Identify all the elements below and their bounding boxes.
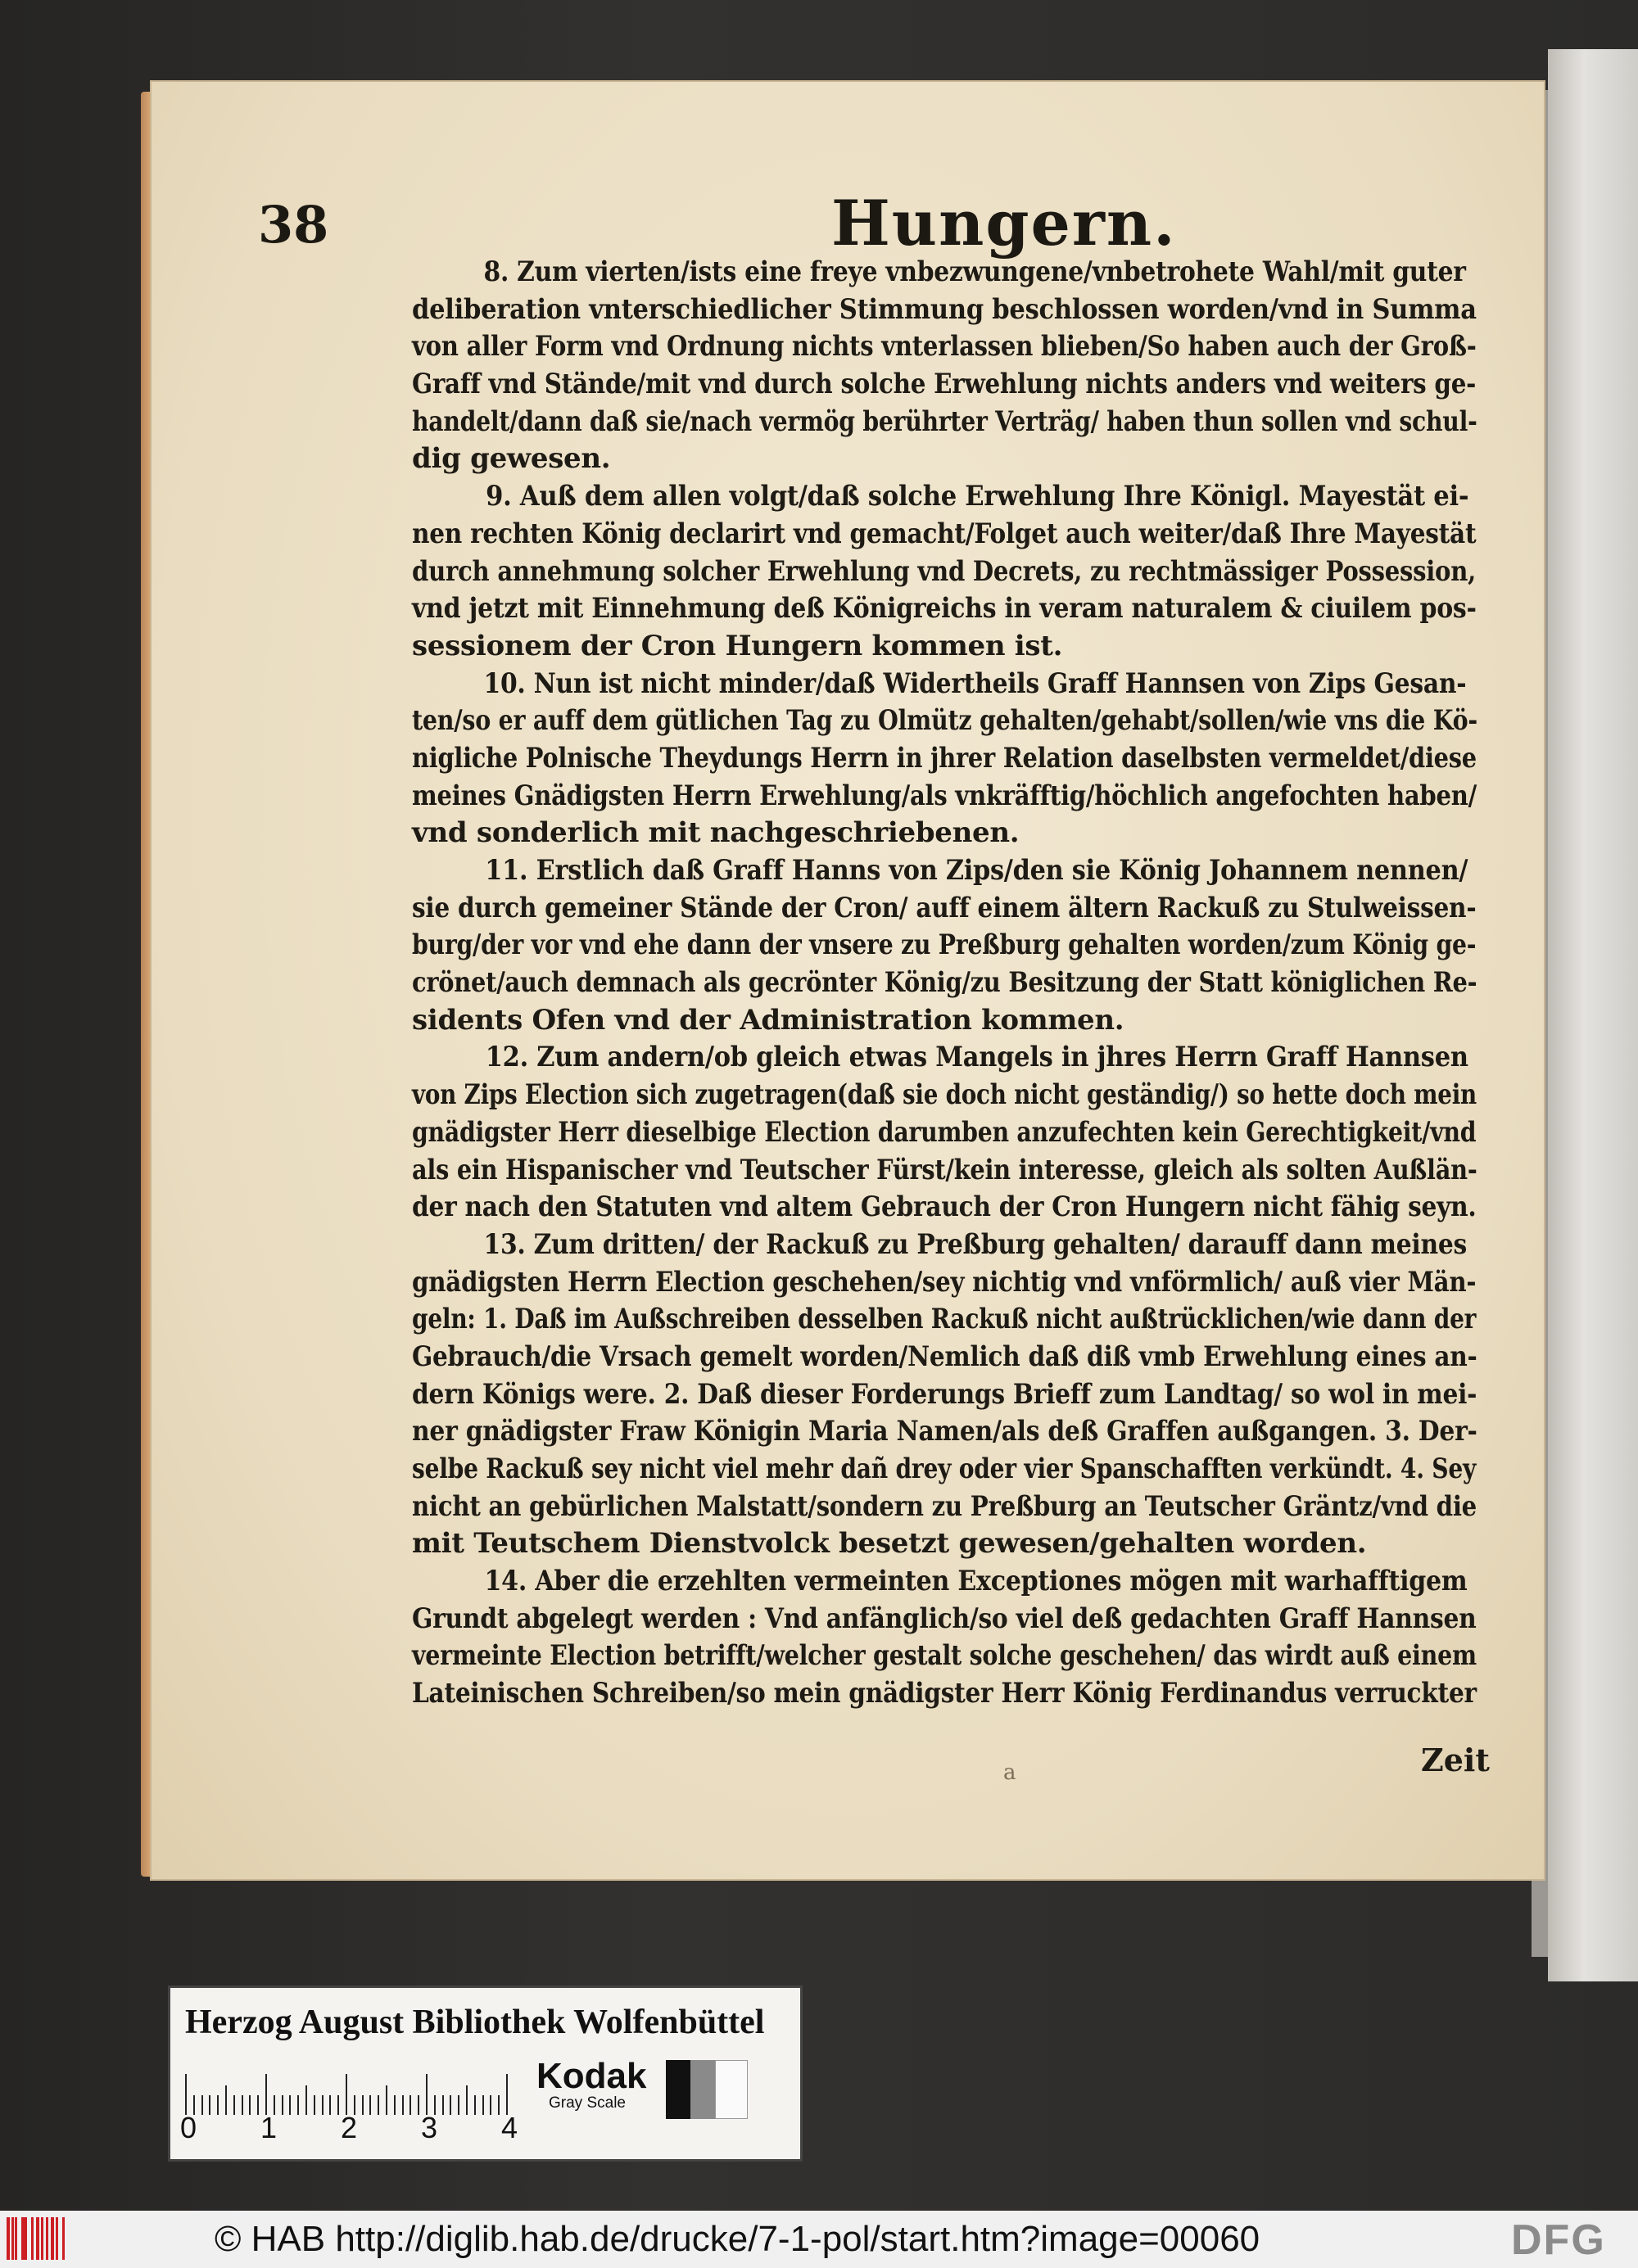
ruler-tick <box>282 2095 283 2115</box>
text-line: durch annehmung solcher Erwehlung vnd Decrets, zu rechtmässiger Possession, <box>412 554 1476 588</box>
ruler-tick <box>426 2074 428 2115</box>
text-line: sie durch gemeiner Stände der Cron/ auff einem ältern Rackuß zu Stulweissen- <box>412 891 1477 924</box>
text-line: 10. Nun ist nicht minder/daß Widertheils Graff Hannsen von Zips Gesan- <box>483 666 1467 700</box>
ruler-tick <box>322 2095 324 2115</box>
text-line: 11. Erstlich daß Graff Hanns von Zips/den sie König Johannem nennen/ <box>485 854 1468 887</box>
copyright-link[interactable]: © HAB http://diglib.hab.de/drucke/7-1-pol/start.htm?image=00060 <box>215 2219 1260 2259</box>
text-line: geln: 1. Daß im Außschreiben desselben Rackuß nicht außtrücklichen/wie dann der <box>412 1303 1477 1336</box>
text-line: meines Gnädigsten Herrn Erwehlung/als vnkräfftig/höchlich angefochten haben/ <box>412 779 1477 812</box>
barcode-bar <box>25 2217 27 2260</box>
text-line: ner gnädigster Fraw Königin Maria Namen/als deß Graffen außgangen. 3. Der- <box>412 1415 1477 1448</box>
text-line: vermeinte Election betrifft/welcher gestalt solche geschehen/ das wirdt auß einem <box>412 1639 1477 1673</box>
text-line: Gebrauch/die Vrsach gemelt worden/Nemlich daß diß vmb Erwehlung eines an- <box>412 1340 1477 1373</box>
text-line: Grundt abgelegt werden : Vnd anfänglich/so viel deß gedachten Graff Hannsen <box>412 1602 1477 1635</box>
ruler-tick <box>402 2095 404 2115</box>
ruler-digit: 0 <box>180 2111 197 2144</box>
ruler-digit: 2 <box>341 2111 358 2144</box>
text-line: burg/der vor vnd ehe dann der vnsere zu Preßburg gehalten worden/zum König ge- <box>412 928 1477 962</box>
ruler-tick <box>329 2095 331 2115</box>
ruler-tick <box>305 2085 307 2115</box>
body-text <box>412 254 1477 1713</box>
text-line: dern Königs were. 2. Daß dieser Forderungs Brieff zum Landtag/ so wol in mei- <box>412 1377 1477 1411</box>
gray-patch-black <box>666 2060 690 2119</box>
scale-ruler <box>185 2066 513 2115</box>
ruler-tick <box>458 2095 459 2115</box>
ruler-tick <box>201 2095 203 2115</box>
text-line: dig gewesen. <box>412 442 611 476</box>
text-line: von aller Form vnd Ordnung nichts vnterlassen blieben/So haben auch der Groß- <box>412 330 1477 364</box>
ruler-tick <box>506 2074 508 2115</box>
ruler-tick <box>490 2095 491 2115</box>
ruler-tick <box>394 2095 396 2115</box>
text-line: deliberation vnterschiedlicher Stimmung beschlossen worden/vnd in Summa <box>412 292 1477 326</box>
glass-plate <box>1548 49 1638 1981</box>
text-line: ten/so er auff dem gütlichen Tag zu Olmütz gehalten/gehabt/sollen/wie vns die Kö- <box>412 704 1477 738</box>
library-name: Herzog August Bibliothek Wolfenbüttel <box>185 2004 765 2041</box>
ruler-tick <box>265 2074 267 2115</box>
ruler-tick <box>314 2095 315 2115</box>
ruler-tick <box>498 2095 500 2115</box>
ruler-tick <box>378 2095 379 2115</box>
ruler-tick <box>410 2095 411 2115</box>
ruler-tick <box>257 2095 259 2115</box>
barcode-bar <box>15 2217 17 2260</box>
text-line: 9. Auß dem allen volgt/daß solche Erwehlung Ihre Königl. Mayestät ei- <box>486 480 1469 513</box>
text-line: crönet/auch demnach als gecrönter König/zu Besitzung der Statt königlichen Re- <box>412 966 1477 1000</box>
ruler-tick <box>297 2095 299 2115</box>
ruler-digit: 3 <box>421 2111 438 2144</box>
barcode-bar <box>11 2217 14 2260</box>
kodak-brand: Kodak <box>536 2056 647 2096</box>
text-line: handelt/dann daß sie/nach vermög berührter Verträg/ haben thun sollen vnd schul- <box>412 404 1477 438</box>
ruler-tick <box>369 2095 371 2115</box>
barcode-bar <box>46 2217 48 2260</box>
ruler-tick <box>450 2095 451 2115</box>
ruler-tick <box>362 2095 364 2115</box>
barcode-bar <box>31 2217 34 2260</box>
ruler-tick <box>289 2095 291 2115</box>
text-line: nen rechten König declarirt vnd gemacht/Folget auch weiter/daß Ihre Mayestät <box>412 517 1477 550</box>
text-line: Graff vnd Stände/mit vnd durch solche Erwehlung nichts anders vnd weiters ge- <box>412 368 1477 401</box>
text-line: 12. Zum andern/ob gleich etwas Mangels in jhres Herrn Graff Hannsen <box>485 1041 1468 1074</box>
ruler-tick <box>346 2074 347 2115</box>
text-line: 8. Zum vierten/ists eine freye vnbezwungene/vnbetrohete Wahl/mit guter <box>483 255 1466 288</box>
gray-scale-patches <box>666 2060 748 2119</box>
dfg-logo: DFG <box>1511 2216 1606 2264</box>
ruler-digit: 1 <box>260 2111 278 2144</box>
text-line: mit Teutschem Dienstvolck besetzt gewesen/gehalten worden. <box>412 1527 1367 1561</box>
gray-patch-white <box>715 2060 748 2119</box>
barcode-bar <box>7 2217 10 2260</box>
running-head <box>258 187 1486 260</box>
text-line: nicht an gebürlichen Malstatt/sondern zu Preßburg an Teutscher Gräntz/vnd die <box>412 1489 1477 1523</box>
barcode-bar <box>56 2217 58 2260</box>
ruler-tick <box>225 2085 227 2115</box>
ruler-tick <box>242 2095 243 2115</box>
text-line: gnädigster Herr dieselbige Election darumben anzufechten kein Gerechtigkeit/vnd <box>412 1115 1477 1149</box>
ruler-tick <box>474 2095 476 2115</box>
text-line: sidents Ofen vnd der Administration kommen. <box>412 1003 1124 1037</box>
ruler-tick <box>418 2095 419 2115</box>
text-line: vnd sonderlich mit nachgeschriebenen. <box>412 816 1020 850</box>
text-line: vnd jetzt mit Einnehmung deß Königreichs in veram naturalem & ciuilem pos- <box>412 592 1477 626</box>
kodak-gray-scale-label: Gray Scale <box>549 2094 626 2112</box>
ruler-tick <box>233 2095 235 2115</box>
text-line: von Zips Election sich zugetragen(daß sie doch nicht geständig/) so hette doch mein <box>412 1078 1477 1112</box>
text-line: 13. Zum dritten/ der Rackuß zu Preßburg gehalten/ darauff dann meines <box>483 1227 1467 1261</box>
ruler-tick <box>442 2095 444 2115</box>
ruler-tick <box>466 2085 468 2115</box>
barcode-bar <box>51 2217 54 2260</box>
text-line: sessionem der Cron Hungern kommen ist. <box>412 629 1063 662</box>
text-line: nigliche Polnische Theydungs Herrn in jhrer Relation daselbsten vermeldet/diese <box>412 741 1477 775</box>
text-line: als ein Hispanischer vnd Teutscher Fürst/kein interesse, gleich als solten Außlän- <box>412 1153 1477 1186</box>
barcode-bar <box>62 2217 65 2260</box>
ruler-tick <box>337 2095 339 2115</box>
text-line: Lateinischen Schreiben/so mein gnädigster Herr König Ferdinandus verruckter <box>412 1677 1477 1710</box>
ruler-tick <box>386 2085 387 2115</box>
barcode-icon <box>7 2217 70 2260</box>
page-number: 38 <box>258 195 329 255</box>
signature-mark: a <box>1003 1760 1016 1785</box>
ruler-tick <box>217 2095 219 2115</box>
ruler-tick <box>249 2095 251 2115</box>
ruler-tick <box>482 2095 484 2115</box>
barcode-bar <box>36 2217 39 2260</box>
text-line: der nach den Statuten vnd altem Gebrauch der Cron Hungern nicht fähig seyn. <box>412 1190 1477 1224</box>
ruler-tick <box>185 2074 187 2115</box>
footer-bar <box>0 2211 1638 2268</box>
text-line: 14. Aber die erzehlten vermeinten Exceptiones mögen mit warhafftigem <box>484 1565 1468 1598</box>
barcode-bar <box>41 2217 43 2260</box>
catchword: Zeit <box>1421 1742 1490 1778</box>
ruler-tick <box>209 2095 210 2115</box>
text-line: selbe Rackuß sey nicht viel mehr dañ drey oder vier Spanschafften verkündt. 4. Sey <box>412 1453 1477 1485</box>
ruler-digit: 4 <box>501 2111 518 2144</box>
text-line: gnädigsten Herrn Election geschehen/sey nichtig vnd vnförmlich/ auß vier Män- <box>412 1265 1477 1299</box>
library-label-card <box>168 1986 803 2162</box>
page-heading: Hungern. <box>831 187 1177 260</box>
gray-patch-mid <box>690 2060 715 2119</box>
